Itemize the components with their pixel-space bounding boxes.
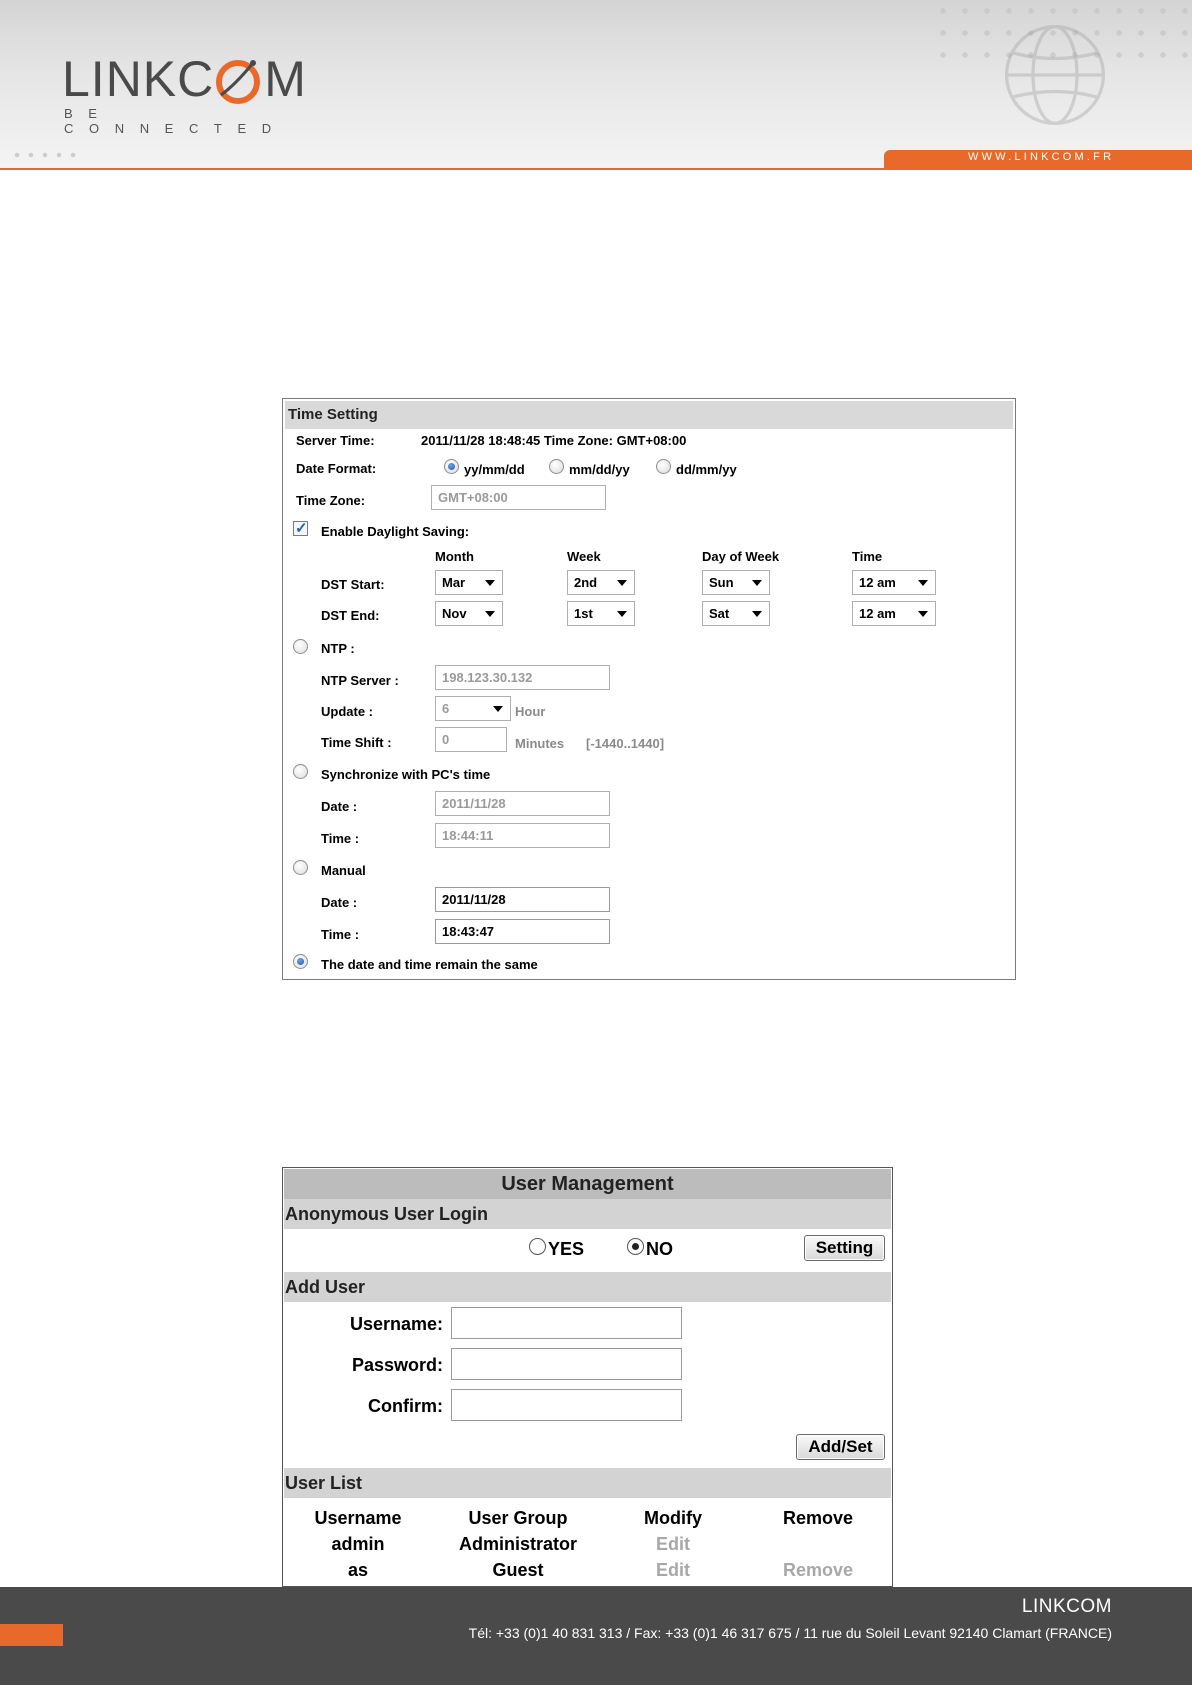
- anon-no-label: NO: [646, 1239, 673, 1259]
- sync-date-label: Date :: [321, 799, 358, 814]
- select-value: 1st: [574, 606, 593, 621]
- manual-date-field[interactable]: 2011/11/28: [435, 887, 610, 912]
- dst-start-label: DST Start:: [321, 577, 385, 592]
- time-zone-label: Time Zone:: [296, 493, 366, 508]
- daylight-saving-label: Enable Daylight Saving:: [321, 524, 470, 539]
- dst-end-label: DST End:: [321, 608, 380, 623]
- manual-time-label: Time :: [321, 927, 360, 942]
- logo-name-part: LINKC: [62, 51, 215, 107]
- sync-date-field[interactable]: 2011/11/28: [435, 791, 610, 816]
- column-header: User Group: [468, 1508, 568, 1528]
- select-value: 2nd: [574, 575, 598, 590]
- chevron-down-icon: [918, 611, 928, 617]
- anon-no-radio[interactable]: [627, 1238, 644, 1255]
- update-unit: Hour: [515, 704, 546, 719]
- add-set-button[interactable]: Add/Set: [796, 1434, 885, 1460]
- server-time-label: Server Time:: [296, 433, 375, 448]
- dst-end-month-select[interactable]: [435, 601, 503, 626]
- update-select[interactable]: [435, 696, 511, 721]
- logo-tagline: BE CONNECTED: [64, 106, 287, 136]
- confirm-label: Confirm:: [368, 1396, 443, 1416]
- footer-contact: Tél: +33 (0)1 40 831 313 / Fax: +33 (0)1 46 317 675 / 11 rue du Soleil Levant 92140 Clamart (FRANCE): [468, 1625, 1112, 1641]
- date-format-option: yy/mm/dd: [464, 462, 525, 477]
- user-row-group: Administrator: [458, 1534, 577, 1554]
- select-value: Mar: [442, 575, 466, 590]
- header-divider: [0, 168, 1192, 170]
- time-zone-field[interactable]: GMT+08:00: [431, 485, 606, 510]
- manual-time-field[interactable]: 18:43:47: [435, 919, 610, 944]
- decorative-dots: [10, 148, 80, 162]
- footer-brand: LINKCOM: [1021, 1596, 1112, 1617]
- chevron-down-icon: [752, 611, 762, 617]
- select-value: Sun: [709, 575, 734, 590]
- add-user-section: Add User: [284, 1272, 891, 1302]
- globe-icon: [1000, 20, 1110, 130]
- dst-start-week-select[interactable]: [567, 570, 635, 595]
- logo-name-part: M: [264, 51, 307, 107]
- panel-title: Time Setting: [285, 401, 1013, 429]
- ntp-server-field[interactable]: 198.123.30.132: [435, 665, 610, 690]
- dst-col-header: Week: [567, 549, 601, 564]
- select-value: Sat: [709, 606, 730, 621]
- time-setting-panel: [282, 398, 1016, 980]
- manual-label: Manual: [321, 863, 366, 878]
- dst-end-day-select[interactable]: [702, 601, 770, 626]
- edit-link[interactable]: Edit: [656, 1534, 690, 1554]
- daylight-saving-checkbox[interactable]: [293, 521, 308, 536]
- chevron-down-icon: [617, 580, 627, 586]
- anon-yes-label: YES: [548, 1239, 585, 1259]
- manual-radio[interactable]: [293, 860, 308, 875]
- username-input[interactable]: [451, 1307, 682, 1339]
- time-shift-unit: Minutes: [515, 736, 565, 751]
- dst-start-month-select[interactable]: [435, 570, 503, 595]
- footer-accent: [0, 1624, 63, 1646]
- linkcom-logo: [62, 51, 322, 136]
- column-header: Remove: [782, 1508, 854, 1528]
- date-format-option: dd/mm/yy: [676, 462, 737, 477]
- edit-link[interactable]: Edit: [656, 1560, 690, 1580]
- chevron-down-icon: [485, 580, 495, 586]
- ntp-radio[interactable]: [293, 639, 308, 654]
- user-row-group: Guest: [492, 1560, 544, 1580]
- anon-yes-radio[interactable]: [529, 1238, 546, 1255]
- user-row-username: as: [347, 1560, 369, 1580]
- date-format-label: Date Format:: [296, 461, 377, 476]
- keep-same-label: The date and time remain the same: [321, 957, 538, 972]
- keep-same-radio[interactable]: [293, 954, 308, 969]
- date-format-radio-yymmdd[interactable]: [444, 459, 459, 474]
- logo-name: [62, 52, 307, 106]
- sync-time-field[interactable]: 18:44:11: [435, 823, 610, 848]
- sync-pc-label: Synchronize with PC's time: [321, 767, 491, 782]
- chevron-down-icon: [617, 611, 627, 617]
- remove-link[interactable]: Remove: [782, 1560, 854, 1580]
- select-value: 12 am: [859, 575, 896, 590]
- user-list-section: User List: [284, 1468, 891, 1498]
- update-label: Update :: [321, 704, 373, 719]
- chevron-down-icon: [752, 580, 762, 586]
- panel-title: User Management: [284, 1169, 891, 1199]
- chevron-down-icon: [485, 611, 495, 617]
- server-time-value: 2011/11/28 18:48:45 Time Zone: GMT+08:00: [421, 433, 687, 448]
- date-format-radio-ddmmyy[interactable]: [656, 459, 671, 474]
- user-management-panel: [282, 1167, 893, 1587]
- column-header: Modify: [644, 1508, 702, 1528]
- dst-end-time-select[interactable]: [852, 601, 936, 626]
- sync-time-label: Time :: [321, 831, 360, 846]
- dst-col-header: Time: [852, 549, 883, 564]
- dst-col-header: Month: [435, 549, 474, 564]
- time-shift-field[interactable]: 0: [435, 727, 507, 752]
- select-value: 6: [442, 701, 450, 716]
- password-label: Password:: [351, 1355, 443, 1375]
- ntp-label: NTP :: [321, 641, 355, 656]
- user-row-username: admin: [331, 1534, 385, 1554]
- dst-end-week-select[interactable]: [567, 601, 635, 626]
- date-format-option: mm/dd/yy: [569, 462, 630, 477]
- time-shift-range: [-1440..1440]: [586, 736, 665, 751]
- page-header: [0, 0, 1192, 170]
- logo-swirl-icon: [213, 55, 263, 105]
- username-label: Username:: [349, 1314, 443, 1334]
- confirm-password-input[interactable]: [451, 1389, 682, 1421]
- manual-date-label: Date :: [321, 895, 358, 910]
- website-url[interactable]: WWW.LINKCOM.FR: [968, 151, 1115, 163]
- select-value: Nov: [442, 606, 467, 621]
- column-header: Username: [314, 1508, 402, 1528]
- setting-button[interactable]: Setting: [804, 1235, 885, 1261]
- dst-start-day-select[interactable]: [702, 570, 770, 595]
- sync-pc-radio[interactable]: [293, 764, 308, 779]
- password-input[interactable]: [451, 1348, 682, 1380]
- time-shift-label: Time Shift :: [321, 735, 392, 750]
- ntp-server-label: NTP Server :: [321, 673, 399, 688]
- select-value: 12 am: [859, 606, 896, 621]
- dst-col-header: Day of Week: [702, 549, 780, 564]
- dst-start-time-select[interactable]: [852, 570, 936, 595]
- date-format-radio-mmddyy[interactable]: [549, 459, 564, 474]
- chevron-down-icon: [918, 580, 928, 586]
- chevron-down-icon: [493, 706, 503, 712]
- anonymous-login-section: Anonymous User Login: [284, 1199, 891, 1229]
